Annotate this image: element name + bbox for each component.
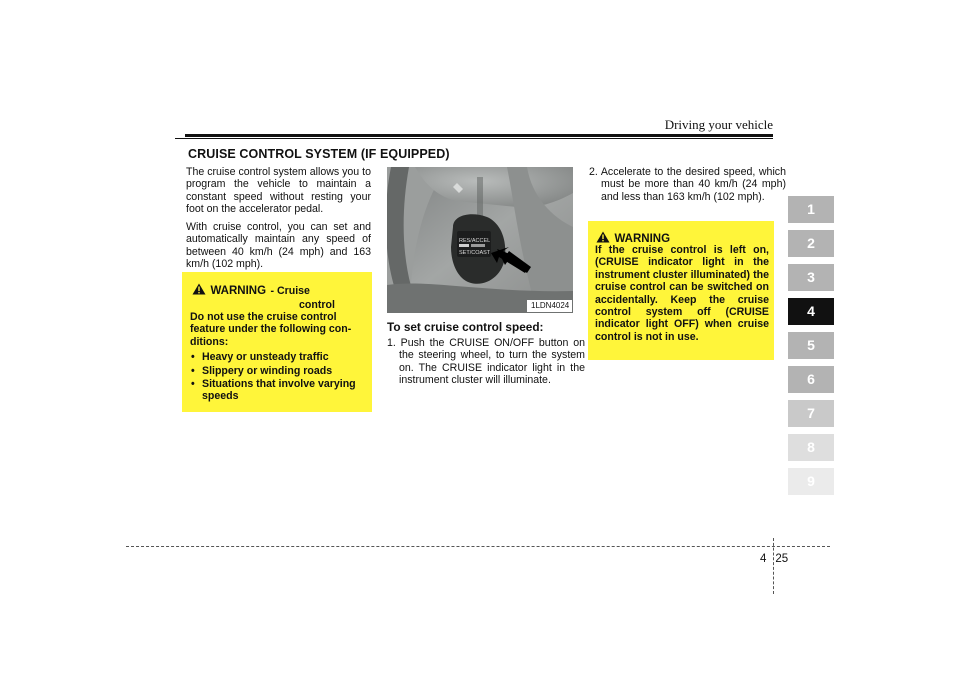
- running-header: Driving your vehicle: [664, 117, 773, 132]
- figure-code: 1LDN4024: [531, 301, 570, 310]
- chapter-tab-8[interactable]: 8: [788, 434, 834, 461]
- warning-label: WARNING: [210, 285, 267, 297]
- chapter-tab-1[interactable]: 1: [788, 196, 834, 223]
- list-item: • Situations that involve varying speeds: [190, 378, 365, 403]
- page-index: 25: [775, 553, 789, 565]
- header-rule: [185, 134, 773, 137]
- warning-header: [192, 281, 367, 311]
- step-2: 2. Accelerate to the desired speed, which must be more than 40 km/h (24 mph) and less than 163 km/h (102 mph).: [589, 166, 786, 203]
- intro-paragraph-1: The cruise control system allows you to program the vehicle to maintain a constant speed without resting your foot on the accelerator pedal.: [186, 166, 371, 215]
- warning-text: If the cruise control is left on, (CRUISE indicator light in the instrument cluster illuminated) the cruise control can be switched on accidentally. Keep the cruise control system off (CRUISE indicator light OFF) when cruise control is not in use.: [595, 244, 769, 343]
- list-item: • Slippery or winding roads: [190, 365, 365, 377]
- warning-subtitle: - Cruise: [270, 285, 310, 297]
- step-1: 1. Push the CRUISE ON/OFF button on the steering wheel, to turn the system on. The CRUISE indicator light in the instrument cluster will illuminate.: [387, 337, 585, 386]
- intro-paragraph-2: With cruise control, you can set and automatically maintain any speed of between 40 km/h (24 mph) and 163 km/h (102 mph).: [186, 221, 371, 271]
- page-title: CRUISE CONTROL SYSTEM (IF EQUIPPED): [188, 147, 450, 161]
- chapter-tab-3[interactable]: 3: [788, 264, 834, 291]
- chapter-tab-5[interactable]: 5: [788, 332, 834, 359]
- page-chapter: 4: [760, 553, 767, 565]
- warning-label: WARNING: [614, 233, 671, 245]
- header-rule-thin: [175, 138, 773, 139]
- warning-box-cruise-control: [182, 272, 372, 412]
- page-number: [760, 553, 788, 565]
- steering-wheel-photo: [387, 167, 573, 313]
- chapter-tab-9[interactable]: 9: [788, 468, 834, 495]
- switch-label-res-accel: RES/ACCEL: [459, 238, 491, 244]
- footer-divider: [773, 538, 774, 594]
- steps-heading: To set cruise control speed:: [387, 320, 544, 334]
- intro-text: [186, 166, 371, 270]
- warning-subtitle-cont: control: [299, 299, 335, 311]
- list-item: • Heavy or unsteady traffic: [190, 351, 365, 363]
- chapter-tab-2[interactable]: 2: [788, 230, 834, 257]
- chapter-tab-6[interactable]: 6: [788, 366, 834, 393]
- warning-box-cruise-left-on: [588, 221, 774, 360]
- switch-label-set-coast: SET/COAST: [459, 250, 491, 256]
- warning-text: Do not use the cruise control feature under the following con-ditions:: [190, 311, 352, 348]
- steering-wheel-illustration: [387, 167, 573, 313]
- chapter-tab-4[interactable]: 4: [788, 298, 834, 325]
- warning-body: [190, 311, 365, 403]
- footer-rule: [126, 546, 830, 547]
- chapter-tab-7[interactable]: 7: [788, 400, 834, 427]
- warning-conditions-list: [190, 351, 365, 403]
- warning-triangle-icon: [192, 282, 206, 300]
